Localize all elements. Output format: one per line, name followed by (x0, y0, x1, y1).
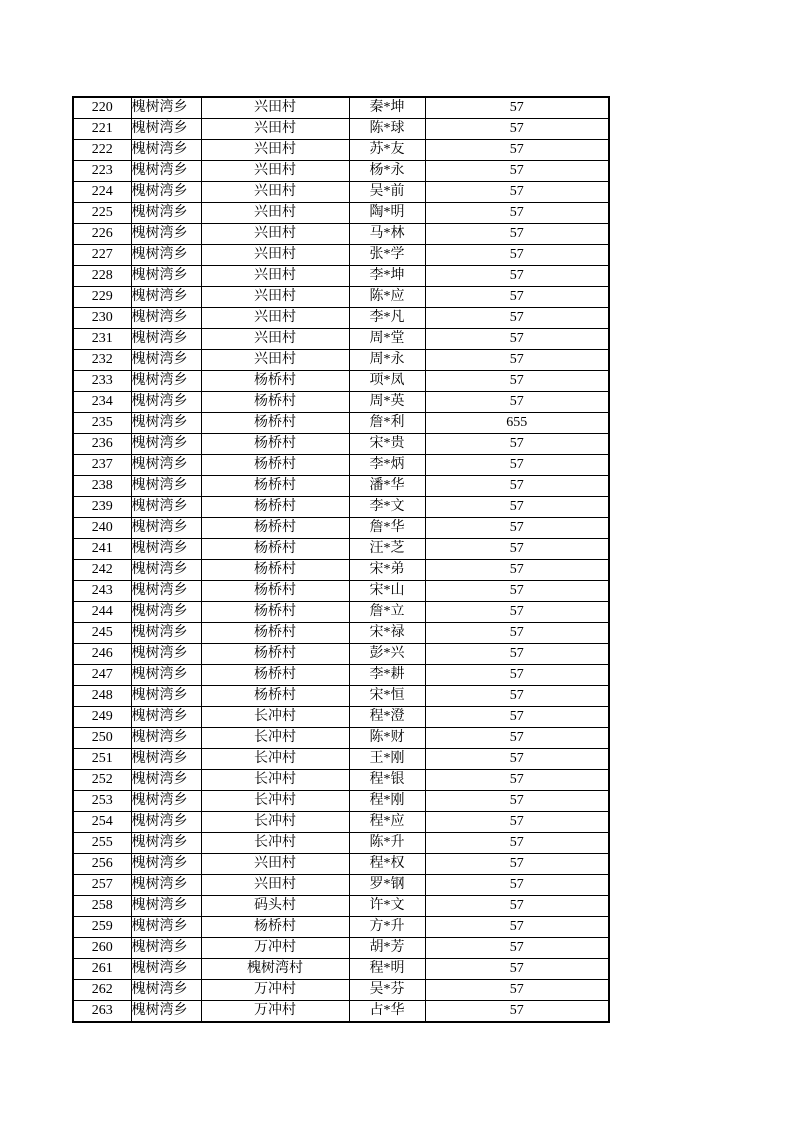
row-number-cell: 222 (73, 140, 131, 161)
person-name-cell: 方*升 (349, 917, 425, 938)
township-cell: 槐树湾乡 (131, 749, 201, 770)
township-cell: 槐树湾乡 (131, 623, 201, 644)
person-name-cell: 张*学 (349, 245, 425, 266)
amount-cell: 57 (425, 518, 609, 539)
person-name-cell: 李*炳 (349, 455, 425, 476)
village-cell: 兴田村 (201, 287, 349, 308)
amount-cell: 57 (425, 371, 609, 392)
amount-cell: 57 (425, 875, 609, 896)
table-row (73, 938, 609, 959)
amount-cell: 57 (425, 539, 609, 560)
village-cell: 兴田村 (201, 329, 349, 350)
township-cell: 槐树湾乡 (131, 770, 201, 791)
village-cell: 长冲村 (201, 812, 349, 833)
village-cell: 杨桥村 (201, 539, 349, 560)
township-cell: 槐树湾乡 (131, 938, 201, 959)
village-cell: 兴田村 (201, 203, 349, 224)
table-row (73, 245, 609, 266)
person-name-cell: 陈*升 (349, 833, 425, 854)
row-number-cell: 232 (73, 350, 131, 371)
table-row (73, 518, 609, 539)
township-cell: 槐树湾乡 (131, 119, 201, 140)
village-cell: 码头村 (201, 896, 349, 917)
table-row (73, 707, 609, 728)
person-name-cell: 陶*明 (349, 203, 425, 224)
amount-cell: 57 (425, 959, 609, 980)
person-name-cell: 李*凡 (349, 308, 425, 329)
village-cell: 杨桥村 (201, 917, 349, 938)
township-cell: 槐树湾乡 (131, 287, 201, 308)
row-number-cell: 262 (73, 980, 131, 1001)
village-cell: 兴田村 (201, 245, 349, 266)
person-name-cell: 李*坤 (349, 266, 425, 287)
township-cell: 槐树湾乡 (131, 266, 201, 287)
township-cell: 槐树湾乡 (131, 329, 201, 350)
amount-cell: 57 (425, 350, 609, 371)
row-number-cell: 252 (73, 770, 131, 791)
table-row (73, 413, 609, 434)
township-cell: 槐树湾乡 (131, 371, 201, 392)
table-row (73, 665, 609, 686)
table-row (73, 476, 609, 497)
person-name-cell: 程*权 (349, 854, 425, 875)
township-cell: 槐树湾乡 (131, 812, 201, 833)
row-number-cell: 235 (73, 413, 131, 434)
table-row (73, 959, 609, 980)
row-number-cell: 240 (73, 518, 131, 539)
person-name-cell: 程*应 (349, 812, 425, 833)
amount-cell: 57 (425, 434, 609, 455)
person-name-cell: 程*刚 (349, 791, 425, 812)
row-number-cell: 220 (73, 97, 131, 119)
village-cell: 杨桥村 (201, 392, 349, 413)
township-cell: 槐树湾乡 (131, 854, 201, 875)
roster-table-body (73, 97, 609, 1022)
village-cell: 长冲村 (201, 707, 349, 728)
row-number-cell: 229 (73, 287, 131, 308)
person-name-cell: 李*耕 (349, 665, 425, 686)
person-name-cell: 李*文 (349, 497, 425, 518)
amount-cell: 57 (425, 1001, 609, 1023)
township-cell: 槐树湾乡 (131, 245, 201, 266)
amount-cell: 57 (425, 245, 609, 266)
person-name-cell: 程*银 (349, 770, 425, 791)
amount-cell: 57 (425, 686, 609, 707)
row-number-cell: 244 (73, 602, 131, 623)
row-number-cell: 253 (73, 791, 131, 812)
row-number-cell: 227 (73, 245, 131, 266)
township-cell: 槐树湾乡 (131, 308, 201, 329)
amount-cell: 57 (425, 497, 609, 518)
village-cell: 兴田村 (201, 161, 349, 182)
table-row (73, 539, 609, 560)
village-cell: 万冲村 (201, 1001, 349, 1023)
person-name-cell: 罗*钢 (349, 875, 425, 896)
township-cell: 槐树湾乡 (131, 875, 201, 896)
table-row (73, 434, 609, 455)
table-row (73, 97, 609, 119)
row-number-cell: 257 (73, 875, 131, 896)
table-row (73, 623, 609, 644)
person-name-cell: 占*华 (349, 1001, 425, 1023)
row-number-cell: 251 (73, 749, 131, 770)
village-cell: 杨桥村 (201, 455, 349, 476)
village-cell: 长冲村 (201, 791, 349, 812)
table-row (73, 728, 609, 749)
village-cell: 杨桥村 (201, 602, 349, 623)
person-name-cell: 吴*前 (349, 182, 425, 203)
village-cell: 兴田村 (201, 266, 349, 287)
amount-cell: 57 (425, 161, 609, 182)
row-number-cell: 243 (73, 581, 131, 602)
village-cell: 兴田村 (201, 224, 349, 245)
township-cell: 槐树湾乡 (131, 203, 201, 224)
township-cell: 槐树湾乡 (131, 392, 201, 413)
person-name-cell: 许*文 (349, 896, 425, 917)
row-number-cell: 242 (73, 560, 131, 581)
row-number-cell: 233 (73, 371, 131, 392)
village-cell: 长冲村 (201, 728, 349, 749)
amount-cell: 57 (425, 812, 609, 833)
township-cell: 槐树湾乡 (131, 707, 201, 728)
township-cell: 槐树湾乡 (131, 182, 201, 203)
row-number-cell: 223 (73, 161, 131, 182)
person-name-cell: 苏*友 (349, 140, 425, 161)
row-number-cell: 256 (73, 854, 131, 875)
village-cell: 槐树湾村 (201, 959, 349, 980)
table-row (73, 749, 609, 770)
row-number-cell: 226 (73, 224, 131, 245)
village-cell: 杨桥村 (201, 581, 349, 602)
table-row (73, 770, 609, 791)
table-row (73, 161, 609, 182)
village-cell: 长冲村 (201, 833, 349, 854)
table-row (73, 560, 609, 581)
township-cell: 槐树湾乡 (131, 896, 201, 917)
row-number-cell: 234 (73, 392, 131, 413)
village-cell: 杨桥村 (201, 623, 349, 644)
row-number-cell: 224 (73, 182, 131, 203)
township-cell: 槐树湾乡 (131, 728, 201, 749)
village-cell: 杨桥村 (201, 560, 349, 581)
row-number-cell: 245 (73, 623, 131, 644)
village-cell: 兴田村 (201, 140, 349, 161)
amount-cell: 57 (425, 392, 609, 413)
row-number-cell: 238 (73, 476, 131, 497)
person-name-cell: 王*刚 (349, 749, 425, 770)
amount-cell: 57 (425, 896, 609, 917)
township-cell: 槐树湾乡 (131, 413, 201, 434)
person-name-cell: 汪*芝 (349, 539, 425, 560)
amount-cell: 57 (425, 287, 609, 308)
row-number-cell: 255 (73, 833, 131, 854)
table-row (73, 224, 609, 245)
row-number-cell: 260 (73, 938, 131, 959)
person-name-cell: 陈*财 (349, 728, 425, 749)
table-row (73, 980, 609, 1001)
township-cell: 槐树湾乡 (131, 581, 201, 602)
amount-cell: 57 (425, 266, 609, 287)
amount-cell: 57 (425, 644, 609, 665)
table-row (73, 875, 609, 896)
township-cell: 槐树湾乡 (131, 686, 201, 707)
amount-cell: 57 (425, 602, 609, 623)
amount-cell: 57 (425, 476, 609, 497)
village-cell: 杨桥村 (201, 665, 349, 686)
village-cell: 长冲村 (201, 770, 349, 791)
table-row (73, 371, 609, 392)
township-cell: 槐树湾乡 (131, 980, 201, 1001)
village-cell: 杨桥村 (201, 413, 349, 434)
table-row (73, 203, 609, 224)
amount-cell: 57 (425, 980, 609, 1001)
row-number-cell: 228 (73, 266, 131, 287)
amount-cell: 57 (425, 833, 609, 854)
row-number-cell: 258 (73, 896, 131, 917)
row-number-cell: 248 (73, 686, 131, 707)
roster-table (72, 96, 610, 1023)
amount-cell: 57 (425, 770, 609, 791)
township-cell: 槐树湾乡 (131, 539, 201, 560)
township-cell: 槐树湾乡 (131, 497, 201, 518)
village-cell: 兴田村 (201, 854, 349, 875)
village-cell: 兴田村 (201, 119, 349, 140)
person-name-cell: 宋*禄 (349, 623, 425, 644)
village-cell: 兴田村 (201, 182, 349, 203)
village-cell: 杨桥村 (201, 497, 349, 518)
person-name-cell: 詹*立 (349, 602, 425, 623)
township-cell: 槐树湾乡 (131, 476, 201, 497)
village-cell: 杨桥村 (201, 476, 349, 497)
village-cell: 杨桥村 (201, 371, 349, 392)
amount-cell: 57 (425, 203, 609, 224)
table-row (73, 308, 609, 329)
row-number-cell: 263 (73, 1001, 131, 1023)
township-cell: 槐树湾乡 (131, 833, 201, 854)
township-cell: 槐树湾乡 (131, 917, 201, 938)
table-row (73, 287, 609, 308)
table-row (73, 644, 609, 665)
table-row (73, 854, 609, 875)
amount-cell: 57 (425, 119, 609, 140)
row-number-cell: 247 (73, 665, 131, 686)
village-cell: 杨桥村 (201, 434, 349, 455)
table-row (73, 602, 609, 623)
person-name-cell: 詹*利 (349, 413, 425, 434)
village-cell: 兴田村 (201, 875, 349, 896)
village-cell: 兴田村 (201, 308, 349, 329)
table-row (73, 182, 609, 203)
township-cell: 槐树湾乡 (131, 434, 201, 455)
township-cell: 槐树湾乡 (131, 97, 201, 119)
row-number-cell: 225 (73, 203, 131, 224)
row-number-cell: 254 (73, 812, 131, 833)
person-name-cell: 程*明 (349, 959, 425, 980)
row-number-cell: 239 (73, 497, 131, 518)
amount-cell: 655 (425, 413, 609, 434)
township-cell: 槐树湾乡 (131, 560, 201, 581)
township-cell: 槐树湾乡 (131, 455, 201, 476)
township-cell: 槐树湾乡 (131, 665, 201, 686)
row-number-cell: 230 (73, 308, 131, 329)
row-number-cell: 231 (73, 329, 131, 350)
amount-cell: 57 (425, 917, 609, 938)
person-name-cell: 杨*永 (349, 161, 425, 182)
amount-cell: 57 (425, 329, 609, 350)
row-number-cell: 249 (73, 707, 131, 728)
amount-cell: 57 (425, 938, 609, 959)
table-row (73, 266, 609, 287)
village-cell: 兴田村 (201, 350, 349, 371)
person-name-cell: 秦*坤 (349, 97, 425, 119)
person-name-cell: 宋*恒 (349, 686, 425, 707)
row-number-cell: 246 (73, 644, 131, 665)
person-name-cell: 马*林 (349, 224, 425, 245)
village-cell: 杨桥村 (201, 518, 349, 539)
table-row (73, 392, 609, 413)
amount-cell: 57 (425, 749, 609, 770)
amount-cell: 57 (425, 854, 609, 875)
township-cell: 槐树湾乡 (131, 140, 201, 161)
person-name-cell: 周*英 (349, 392, 425, 413)
table-row (73, 140, 609, 161)
village-cell: 兴田村 (201, 97, 349, 119)
village-cell: 长冲村 (201, 749, 349, 770)
township-cell: 槐树湾乡 (131, 161, 201, 182)
person-name-cell: 陈*应 (349, 287, 425, 308)
row-number-cell: 241 (73, 539, 131, 560)
amount-cell: 57 (425, 308, 609, 329)
row-number-cell: 237 (73, 455, 131, 476)
village-cell: 杨桥村 (201, 686, 349, 707)
row-number-cell: 236 (73, 434, 131, 455)
amount-cell: 57 (425, 560, 609, 581)
village-cell: 杨桥村 (201, 644, 349, 665)
amount-cell: 57 (425, 665, 609, 686)
amount-cell: 57 (425, 140, 609, 161)
person-name-cell: 项*凤 (349, 371, 425, 392)
amount-cell: 57 (425, 623, 609, 644)
person-name-cell: 吴*芬 (349, 980, 425, 1001)
row-number-cell: 250 (73, 728, 131, 749)
township-cell: 槐树湾乡 (131, 791, 201, 812)
table-row (73, 812, 609, 833)
amount-cell: 57 (425, 182, 609, 203)
person-name-cell: 宋*山 (349, 581, 425, 602)
table-row (73, 896, 609, 917)
table-row (73, 917, 609, 938)
person-name-cell: 潘*华 (349, 476, 425, 497)
person-name-cell: 宋*弟 (349, 560, 425, 581)
person-name-cell: 周*堂 (349, 329, 425, 350)
table-row (73, 497, 609, 518)
row-number-cell: 221 (73, 119, 131, 140)
table-row (73, 1001, 609, 1023)
table-row (73, 329, 609, 350)
township-cell: 槐树湾乡 (131, 959, 201, 980)
amount-cell: 57 (425, 581, 609, 602)
amount-cell: 57 (425, 791, 609, 812)
table-row (73, 455, 609, 476)
amount-cell: 57 (425, 728, 609, 749)
table-row (73, 833, 609, 854)
village-cell: 万冲村 (201, 938, 349, 959)
table-row (73, 791, 609, 812)
row-number-cell: 259 (73, 917, 131, 938)
village-cell: 万冲村 (201, 980, 349, 1001)
amount-cell: 57 (425, 97, 609, 119)
township-cell: 槐树湾乡 (131, 224, 201, 245)
person-name-cell: 彭*兴 (349, 644, 425, 665)
person-name-cell: 詹*华 (349, 518, 425, 539)
township-cell: 槐树湾乡 (131, 1001, 201, 1023)
person-name-cell: 程*澄 (349, 707, 425, 728)
amount-cell: 57 (425, 455, 609, 476)
table-row (73, 686, 609, 707)
township-cell: 槐树湾乡 (131, 518, 201, 539)
person-name-cell: 宋*贵 (349, 434, 425, 455)
person-name-cell: 陈*球 (349, 119, 425, 140)
table-row (73, 119, 609, 140)
table-row (73, 350, 609, 371)
person-name-cell: 周*永 (349, 350, 425, 371)
township-cell: 槐树湾乡 (131, 644, 201, 665)
person-name-cell: 胡*芳 (349, 938, 425, 959)
amount-cell: 57 (425, 224, 609, 245)
township-cell: 槐树湾乡 (131, 350, 201, 371)
amount-cell: 57 (425, 707, 609, 728)
table-row (73, 581, 609, 602)
row-number-cell: 261 (73, 959, 131, 980)
township-cell: 槐树湾乡 (131, 602, 201, 623)
